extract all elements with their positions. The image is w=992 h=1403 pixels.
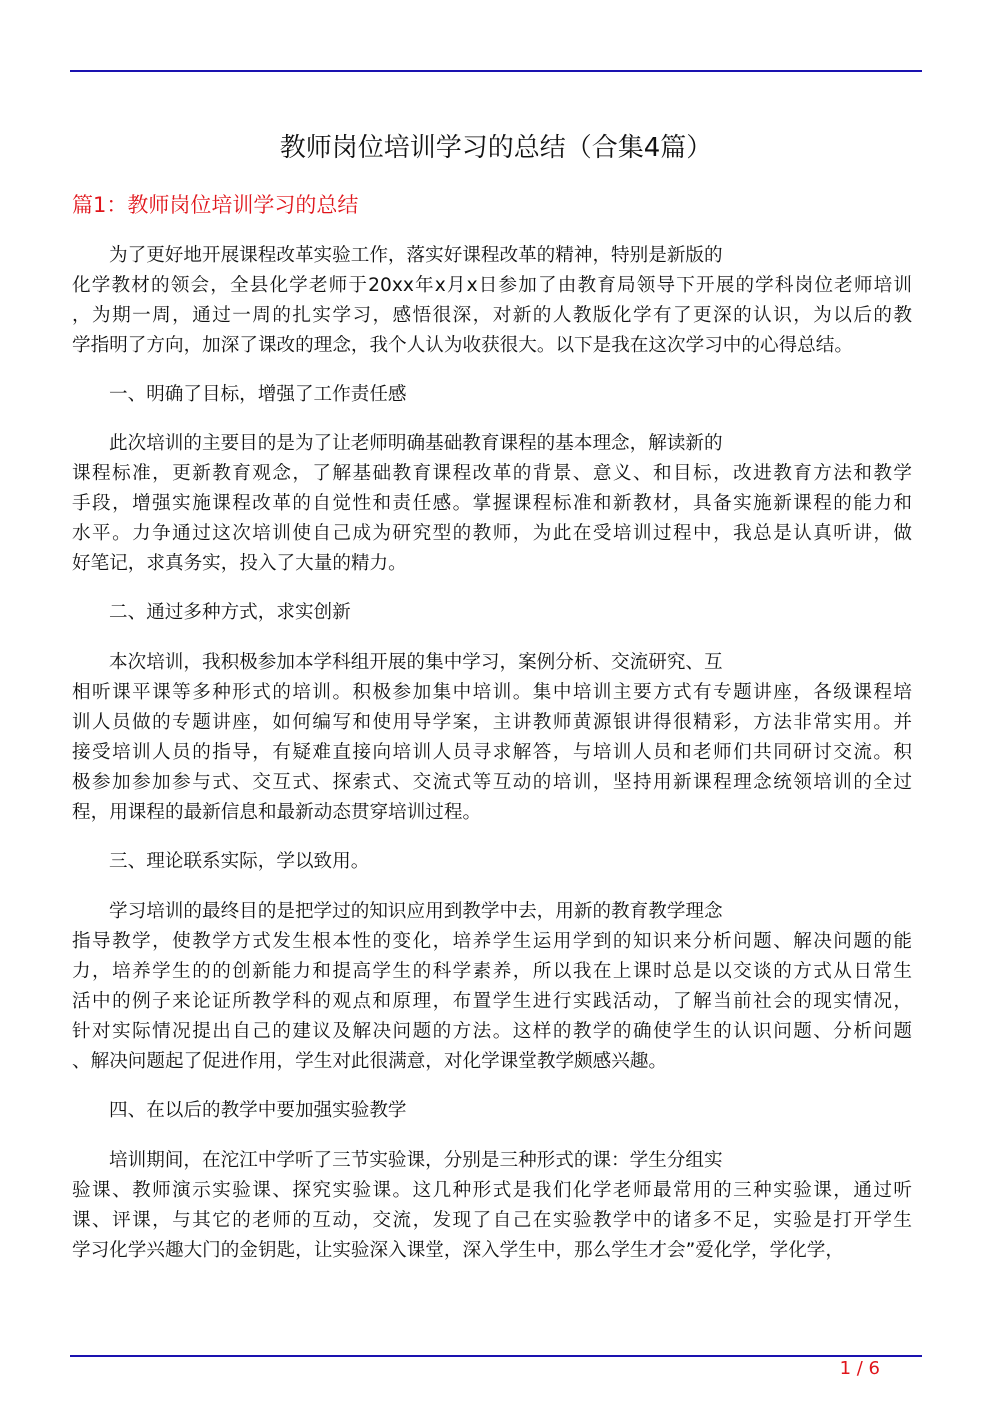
- paragraph: [72, 897, 912, 1077]
- paragraph-line: 学习培训的最终目的是把学过的知识应用到教学中去，用新的教育教学理念: [109, 901, 723, 922]
- paragraph-line: 培训期间，在沱江中学听了三节实验课，分别是三种形式的课：学生分组实: [109, 1150, 723, 1171]
- subheading: [72, 847, 912, 877]
- document-title: 教师岗位培训学习的总结（合集4篇）: [279, 133, 713, 163]
- paragraph-line: 针对实际情况提出自己的建议及解决问题的方法。这样的教学的确使学生的认识问题、分析问题: [72, 1021, 912, 1042]
- paragraph-line: ，为期一周，通过一周的扎实学习，感悟很深，对新的人教版化学有了更深的认识，为以后的教: [72, 305, 912, 326]
- paragraph-line: 接受培训人员的指导，有疑难直接向培训人员寻求解答，与培训人员和老师们共同研讨交流。积: [72, 742, 912, 763]
- paragraph-line: 手段，增强实施课程改革的自觉性和责任感。掌握课程标准和新教材，具备实施新课程的能力和: [72, 493, 912, 514]
- paragraph-line: 极参加参加参与式、交互式、探索式、交流式等互动的培训，坚持用新课程理念统领培训的全过: [72, 772, 912, 793]
- paragraph: [72, 241, 912, 361]
- subheading-text: 一、明确了目标，增强了工作责任感: [109, 384, 407, 405]
- paragraph-line: 本次培训，我积极参加本学科组开展的集中学习，案例分析、交流研究、互: [109, 652, 723, 673]
- paragraph-line: 相听课平课等多种形式的培训。积极参加集中培训。集中培训主要方式有专题讲座，各级课程培: [72, 682, 912, 703]
- paragraph-line: 程，用课程的最新信息和最新动态贯穿培训过程。: [72, 802, 482, 823]
- header-rule: [70, 70, 922, 72]
- paragraph-line: 、解决问题起了促进作用，学生对此很满意，对化学课堂教学颇感兴趣。: [72, 1051, 668, 1072]
- subheading-text: 四、在以后的教学中要加强实验教学: [109, 1100, 407, 1121]
- subheading: [72, 598, 912, 628]
- paragraph-line: 活中的例子来论证所教学科的观点和原理，布置学生进行实践活动，了解当前社会的现实情况，: [72, 991, 912, 1012]
- paragraph-line: 训人员做的专题讲座，如何编写和使用导学案，主讲教师黄源银讲得很精彩，方法非常实用。并: [72, 712, 912, 733]
- section-heading: 篇1：教师岗位培训学习的总结: [72, 193, 359, 217]
- subheading: [72, 380, 912, 410]
- page-number: 1 / 6: [839, 1358, 880, 1379]
- paragraph-line: 验课、教师演示实验课、探究实验课。这几种形式是我们化学老师最常用的三种实验课，通过听: [72, 1180, 912, 1201]
- paragraph-line: 化学教材的领会，全县化学老师于20xx年x月x日参加了由教育局领导下开展的学科岗位老师培训: [72, 275, 912, 296]
- paragraph: [72, 1146, 912, 1266]
- paragraph-line: 课程标准，更新教育观念，了解基础教育课程改革的背景、意义、和目标，改进教育方法和教学: [72, 463, 912, 484]
- subheading-text: 三、理论联系实际，学以致用。: [109, 851, 370, 872]
- paragraph-line: 此次培训的主要目的是为了让老师明确基础教育课程的基本理念，解读新的: [109, 433, 723, 454]
- paragraph-line: 水平。力争通过这次培训使自己成为研究型的教师，为此在受培训过程中，我总是认真听讲，做: [72, 523, 912, 544]
- subheading-text: 二、通过多种方式，求实创新: [109, 602, 351, 623]
- footer-rule: [70, 1355, 922, 1357]
- paragraph: [72, 648, 912, 828]
- paragraph: [72, 429, 912, 579]
- subheading: [72, 1096, 912, 1126]
- paragraph-line: 学习化学兴趣大门的金钥匙，让实验深入课堂，深入学生中，那么学生才会”爱化学，学化学，: [72, 1240, 844, 1261]
- paragraph-line: 课、评课，与其它的老师的互动，交流，发现了自己在实验教学中的诸多不足，实验是打开学生: [72, 1210, 912, 1231]
- paragraph-line: 指导教学，使教学方式发生根本性的变化，培养学生运用学到的知识来分析问题、解决问题的能: [72, 931, 912, 952]
- paragraph-line: 好笔记，求真务实，投入了大量的精力。: [72, 553, 407, 574]
- paragraph-line: 为了更好地开展课程改革实验工作，落实好课程改革的精神，特别是新版的: [109, 245, 723, 266]
- paragraph-line: 力，培养学生的的创新能力和提高学生的科学素养，所以我在上课时总是以交谈的方式从日常生: [72, 961, 912, 982]
- paragraph-line: 学指明了方向，加深了课改的理念，我个人认为收获很大。以下是我在这次学习中的心得总结。: [72, 335, 853, 356]
